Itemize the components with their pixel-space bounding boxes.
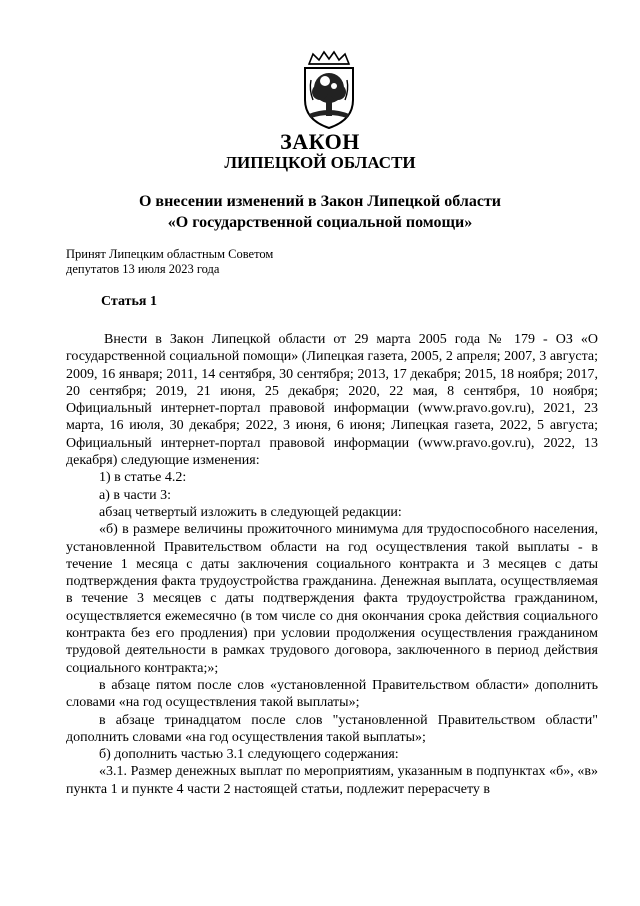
- article-body: [66, 331, 598, 798]
- law-name: [0, 191, 640, 233]
- document-title: ЗАКОН: [280, 129, 360, 154]
- law-name-line-2: «О государственной социальной помощи»: [167, 214, 473, 231]
- paragraph: б) дополнить частью 3.1 следующего содержания:: [99, 747, 399, 763]
- paragraph: Внести в Закон Липецкой области от 29 марта 2005 года № 179 - ОЗ «О государственной социальной помощи» (Липецкая газета, 2005, 2 апреля; 2007, 3 августа; 2009, 16 января; 2011, 14 сентября, 30 сентября; 2013, 17 декабря; 2015, 18 ноября; 2017, 20 сентября; 2019, 21 июня, 25 декабря; 2020, 22 мая, 8 сентября, 10 ноября; Официальный интернет-портал правовой информации (www.pravo.gov.ru), 2021, 23 марта, 16 июля, 30 декабря; 2022, 3 июня, 6 июня; Липецкая газета, 2022, 5 августа; Официальный интернет-портал правовой информации (www.pravo.gov.ru), 2022, 13 декабря) следующие изменения:: [66, 332, 598, 469]
- adoption-line-2: депутатов 13 июля 2023 года: [66, 262, 220, 276]
- paragraph: «3.1. Размер денежных выплат по мероприятиям, указанным в подпунктах «б», «в» пункта 1 и пункте 4 части 2 настоящей статьи, подлежит перерасчету в: [66, 764, 598, 797]
- document-subtitle: ЛИПЕЦКОЙ ОБЛАСТИ: [224, 153, 416, 172]
- paragraph: «б) в размере величины прожиточного минимума для трудоспособного населения, установленной Правительством области на год осуществления такой выплаты - в течение 1 месяца с даты заключения социального контракта и 3 месяцев с даты подтверждения факта трудоустройства гражданина. Денежная выплата, осуществляемая в течение 3 месяцев с даты подтверждения факта трудоустройства гражданином, осуществляется ежемесячно (в том числе со дня окончания срока действия социального контракта без его продления) при условии продолжения осуществления гражданином трудовой деятельности в рамках трудового договора, заключенного в период действия социального контракта;»;: [66, 522, 598, 676]
- law-name-line-1: О внесении изменений в Закон Липецкой области: [138, 193, 502, 210]
- paragraph: абзац четвертый изложить в следующей редакции:: [99, 504, 402, 520]
- article-heading: Статья 1: [101, 294, 157, 309]
- adoption-line-1: Принят Липецким областным Советом: [66, 247, 274, 261]
- adoption-info: [66, 247, 273, 277]
- paragraph: в абзаце пятом после слов «установленной Правительством области» дополнить словами «на год осуществления такой выплаты»;: [66, 677, 598, 711]
- paragraph: 1) в статье 4.2:: [99, 470, 187, 486]
- paragraph: а) в части 3:: [99, 487, 171, 503]
- coat-of-arms-emblem: [295, 50, 363, 130]
- paragraph: в абзаце тринадцатом после слов "установленной Правительством области" дополнить словами «на год осуществления такой выплаты»;: [66, 712, 598, 745]
